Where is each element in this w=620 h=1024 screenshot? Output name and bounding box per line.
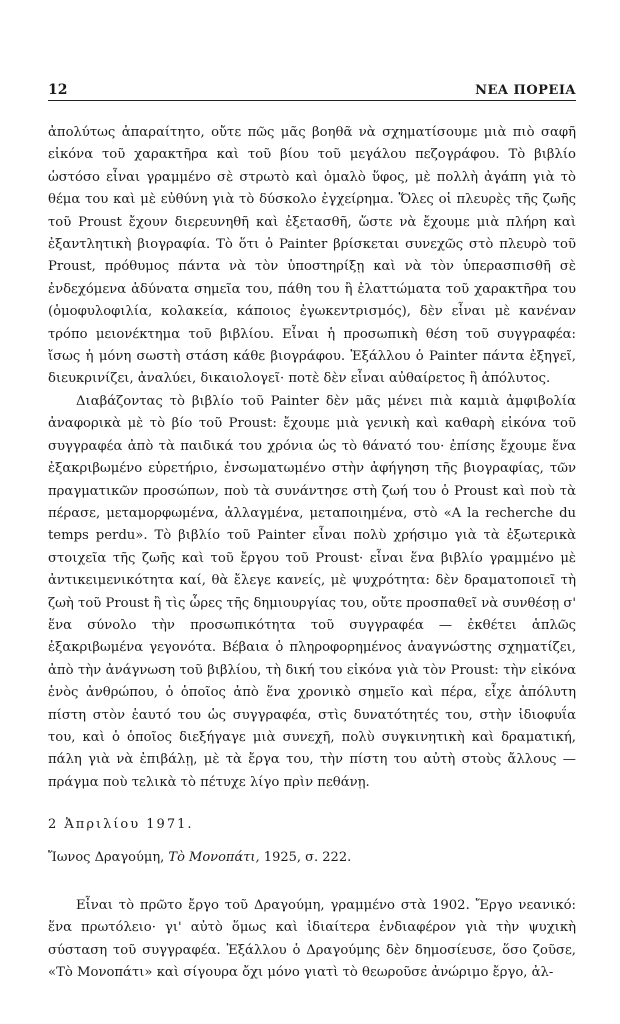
page-number: 12 bbox=[48, 82, 68, 98]
page-body bbox=[48, 122, 576, 985]
header-rule bbox=[48, 100, 576, 101]
paragraph-1: ἀπολύτως ἀπαραίτητο, οὔτε πῶς μᾶς βοηθᾶ νὰ σχηματίσουμε μιὰ πιὸ σαφῆ εἰκόνα τοῦ χαρακτῆρα καὶ τοῦ βίου τοῦ μεγάλου πεζογράφου. Τὸ βιβλίο ὡστόσο εἶναι γραμμένο σὲ στρωτὸ καὶ ὁμαλὸ ὕφος, μὲ πολλὴ ἀγάπη γιὰ τὸ θέμα του καὶ μὲ εὐθύνη γιὰ τὸ δύσκολο ἐγχείρημα. Ὅλες οἱ πλευρὲς τῆς ζωῆς τοῦ Proust ἔχουν διερευνηθῆ καὶ ἐξετασθῆ, ὥστε νὰ ἔχουμε μιὰ πλήρη καὶ ἐξαντλητικὴ βιογραφία. Τὸ ὅτι ὁ Painter βρίσκεται συνεχῶς στὸ πλευρὸ τοῦ Proust, πρόθυμος πάντα νὰ τὸν ὑποστηρίξῃ καὶ νὰ τὸν ὑπερασπισθῆ σὲ ἐνδεχόμενα ἀδύνατα σημεῖα του, πάθη του ἢ ἐλαττώματα τοῦ χαρακτῆρα του (ὁμοφυλοφιλία, κολακεία, κάποιος ἐγωκεντρισμός), δὲν εἶναι μὲ κανέναν τρόπο μειονέκτημα τοῦ βιβλίου. Εἶναι ἡ προσωπικὴ θέση τοῦ συγγραφέα: ἴσως ἡ μόνη σωστὴ στάση κάθε βιογράφου. Ἐξάλλου ὁ Painter πάντα ἐξηγεῖ, διευκρινίζει, ἀναλύει, δικαιολογεῖ· ποτὲ δὲν εἶναι αὐθαίρετος ἢ ἀπόλυτος. bbox=[48, 125, 576, 387]
page-header bbox=[48, 78, 576, 98]
closing-paragraph: Εἶναι τὸ πρῶτο ἔργο τοῦ Δραγούμη, γραμμένο στὰ 1902. Ἔργο νεανικό: ἕνα πρωτόλειο· γι' αὐτὸ ὅμως καὶ ἰδιαίτερα ἐνδιαφέρον γιὰ τὴν ψυχικὴ σύσταση τοῦ συγγραφέα. Ἐξάλλου ὁ Δραγούμης δὲν δημοσίευσε, ὅσο ζοῦσε, «Τὸ Μονοπάτι» καὶ σίγουρα ὄχι μόνο γιατὶ τὸ θεωροῦσε ἀνώριμο ἔργο, ἀλ- bbox=[48, 898, 576, 981]
running-title: ΝΕΑ ΠΟΡΕΙΑ bbox=[475, 83, 576, 98]
ref-author: Ἴωνος Δραγούμη, bbox=[48, 849, 165, 865]
note-reference bbox=[48, 847, 576, 869]
note-date: 2 Ἀπριλίου 1971. bbox=[48, 817, 194, 833]
ref-title: Τὸ Μονοπάτι, bbox=[168, 849, 260, 865]
ref-rest: 1925, σ. 222. bbox=[263, 849, 352, 865]
paragraph-2: Διαβάζοντας τὸ βιβλίο τοῦ Painter δὲν μᾶς μένει πιὰ καμιὰ ἀμφιβολία ἀναφορικὰ μὲ τὸ βίο τοῦ Proust: ἔχουμε μιὰ γενικὴ καὶ καθαρὴ εἰκόνα τοῦ συγγραφέα ἀπὸ τὰ παιδικά του χρόνια ὡς τὸ θάνατό του· ἐπίσης ἔχουμε ἕνα ἐξακριβωμένο εὑρετήριο, ἐνσωματωμένο στὴν ἀφήγηση τῆς βιογραφίας, τῶν πραγματικῶν προσώπων, ποὺ τὰ συνάντησε στὴ ζωή του ὁ Proust καὶ ποὺ τὰ πέρασε, μεταμορφωμένα, ἀλλαγμένα, μεταποιημένα, στὸ «A la recherche du temps perdu». Τὸ βιβλίο τοῦ Painter εἶναι πολὺ χρήσιμο γιὰ τὰ ἐξωτερικὰ στοιχεῖα τῆς ζωῆς καὶ τοῦ ἔργου τοῦ Proust· εἶναι ἕνα βιβλίο γραμμένο μὲ ἀντικειμενικότητα καί, θὰ ἔλεγε κανείς, μὲ ψυχρότητα: δὲν δραματοποιεῖ τὴ ζωὴ τοῦ Proust ἢ τὶς ὧρες τῆς δημιουργίας του, οὔτε προσπαθεῖ νὰ συνθέσῃ σ' ἕνα σύνολο τὴν προσωπικότητα τοῦ συγγραφέα — ἐκθέτει ἁπλῶς ἐξακριβωμένα γεγονότα. Βέβαια ὁ πληροφορημένος ἀναγνώστης σχηματίζει, ἀπὸ τὴν ἀνάγνωση τοῦ βιβλίου, τὴ δική του εἰκόνα γιὰ τὸν Proust: τὴν εἰκόνα ἑνὸς ἀνθρώπου, ὁ ὁποῖος ἀπὸ ἕνα χρονικὸ σημεῖο καὶ πέρα, εἶχε ἀπόλυτη πίστη στὸν ἑαυτό του ὡς συγγραφέα, στὶς δυνατότητές του, στὴν ἰδιοφυΐα του, καὶ ὁ ὁποῖος διεξήγαγε μιὰ συνεχῆ, πολὺ συγκινητικὴ καὶ δραματική, πάλη γιὰ νὰ ἐπιβάλῃ, μὲ τὰ ἔργα του, τὴν πίστη του αὐτὴ στοὺς ἄλλους — πράγμα ποὺ τελικὰ τὸ πέτυχε λίγο πρὶν πεθάνῃ. bbox=[48, 393, 576, 790]
